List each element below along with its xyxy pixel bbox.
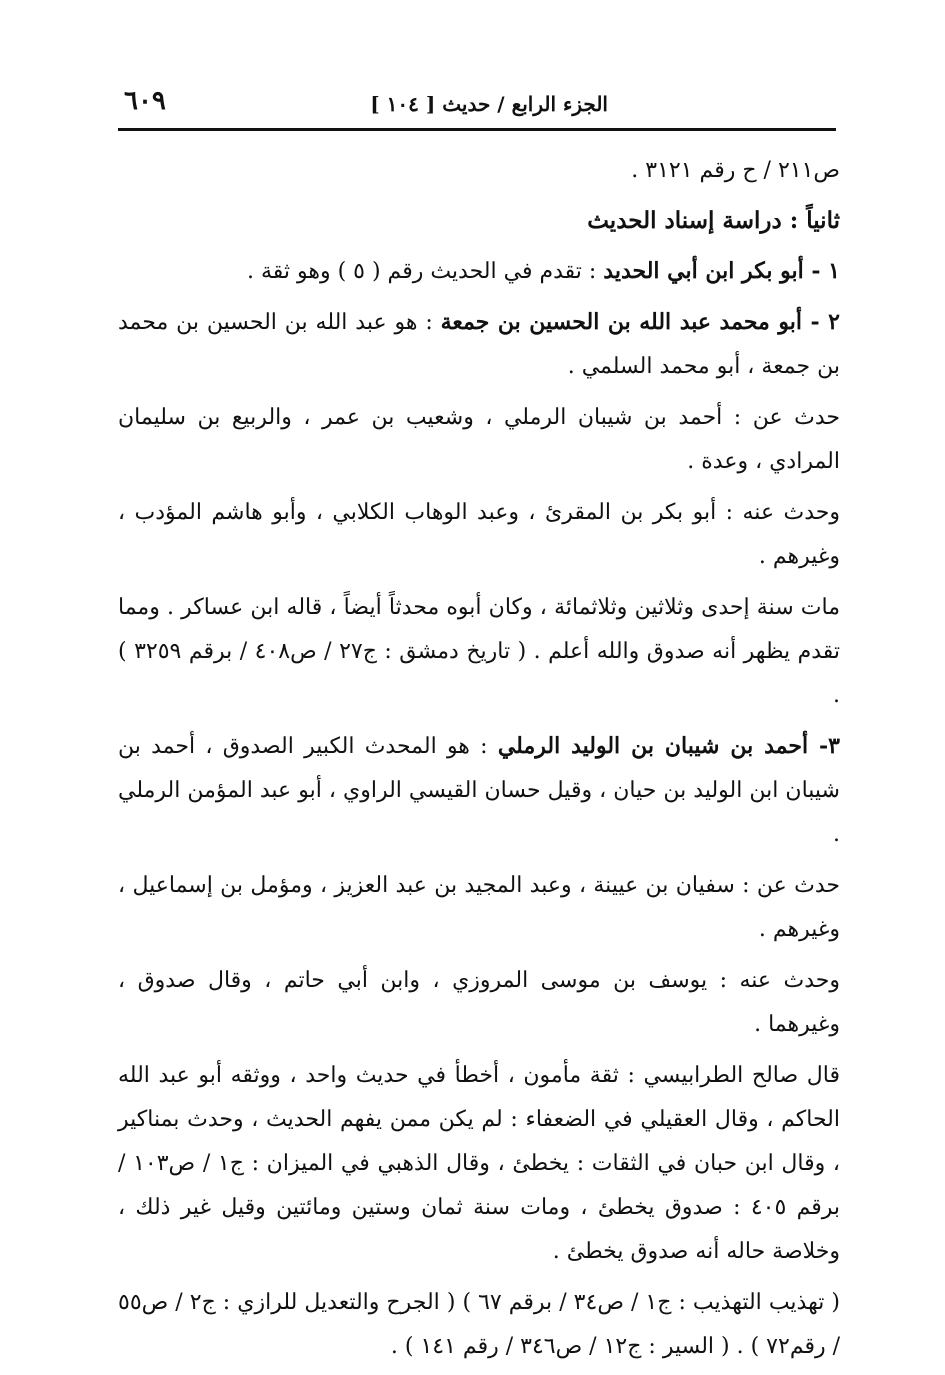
paragraph-text: وحدث عنه : يوسف بن موسى المروزي ، وابن أبي حاتم ، وقال صدوق ، وغيرهما . [118,968,840,1037]
paragraph-text: حدث عن : سفيان بن عيينة ، وعبد المجيد بن عبد العزيز ، ومؤمل بن إسماعيل ، وغيرهم . [118,873,840,942]
paragraph [118,395,840,484]
section-heading [118,199,840,243]
paragraph [118,585,840,718]
page-number: ٦٠٩ [124,86,166,116]
page-header [118,82,836,131]
paragraph-text: : هو عبد الله بن الحسين بن محمد بن جمعة ، أبو محمد السلمي . [118,310,840,379]
paragraph [118,863,840,952]
paragraph-text: مات سنة إحدى وثلاثين وثلاثمائة ، وكان أبوه محدثاً أيضاً ، قاله ابن عساكر . ومما تقدم يظهر أنه صدوق والله أعلم . ( تاريخ دمشق : ج٢٧ / ص٤٠٨ / برقم ٣٢٥٩ ) . [118,595,841,708]
paragraph-text: وحدث عنه : أبو بكر بن المقرئ ، وعبد الوهاب الكلابي ، وأبو هاشم المؤدب ، وغيرهم . [118,500,840,569]
paragraph-text: : هو المحدث الكبير الصدوق ، أحمد بن شيبان ابن الوليد بن حيان ، وقيل حسان القيسي الراوي ، أبو عبد المؤمن الرملي . [118,734,840,847]
paragraph-text: ( تهذيب التهذيب : ج١ / ص٣٤ / برقم ٦٧ ) ( الجرح والتعديل للرازي : ج٢ / ص٥٥ / رقم٧٢ ) . ( السير : ج١٢ / ص٣٤٦ / رقم ١٤١ ) . [118,1290,840,1359]
running-title: الجزء الرابع / حديث [ ١٠٤ ] [370,92,608,116]
paragraph [118,249,840,294]
paragraph-text: : تقدم في الحديث رقم ( ٥ ) وهو ثقة . [246,259,604,284]
paragraph [118,490,840,579]
paragraph-text: ص٢١١ / ح رقم ٣١٢١ . [631,158,840,183]
paragraph [118,1053,840,1274]
paragraph [118,300,840,389]
paragraph-text: قال صالح الطرابيسي : ثقة مأمون ، أخطأ في حديث واحد ، ووثقه أبو عبد الله الحاكم ، وقال العقيلي في الضعفاء : لم يكن ممن يفهم الحديث ، وحدث بمناكير ، وقال ابن حبان في الثقات : يخطئ ، وقال الذهبي في الميزان : ج١ / ص١٠٣ / برقم ٤٠٥ : صدوق يخطئ ، ومات سنة ثمان وستين ومائتين وقيل غير ذلك ، وخلاصة حاله أنه صدوق يخطئ . [118,1063,841,1264]
paragraph-lead: ٢ - أبو محمد عبد الله بن الحسين بن جمعة [440,309,840,335]
paragraph-lead: ١ - أبو بكر ابن أبي الحديد [603,258,840,284]
paragraph [118,148,840,193]
paragraph-lead: ثانياً : دراسة إسناد الحديث [587,207,840,234]
page-body [118,148,840,1375]
paragraph-lead: ٣- أحمد بن شيبان بن الوليد الرملي [497,733,840,759]
paragraph [118,958,840,1047]
paragraph-text: حدث عن : أحمد بن شيبان الرملي ، وشعيب بن عمر ، والربيع بن سليمان المرادي ، وعدة . [118,405,840,474]
paragraph [118,724,840,857]
